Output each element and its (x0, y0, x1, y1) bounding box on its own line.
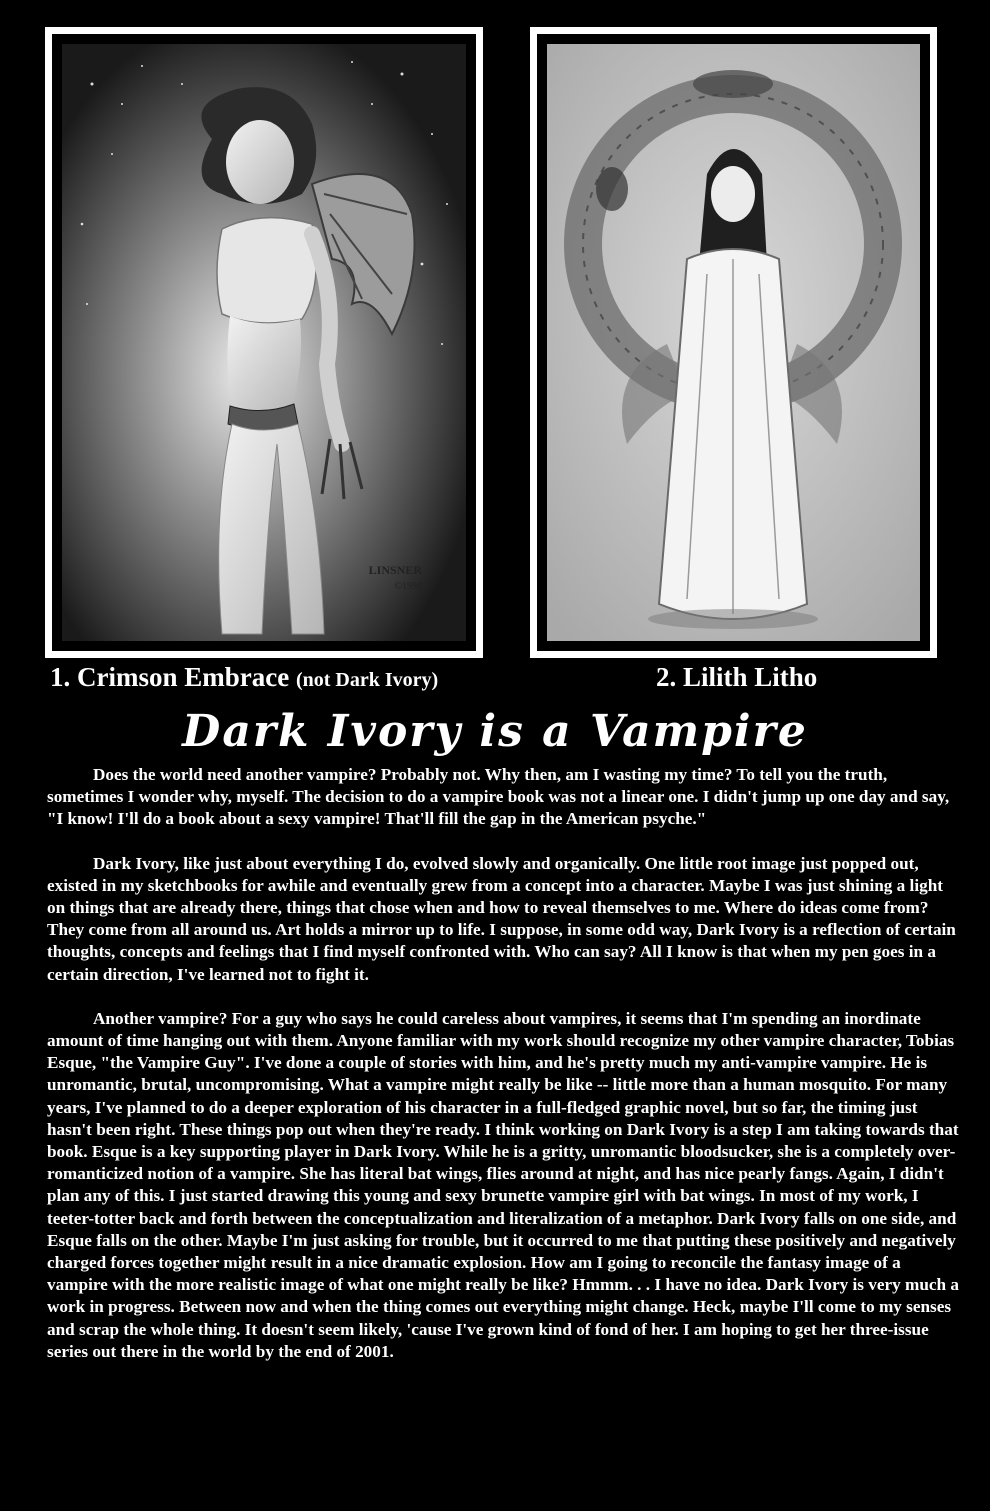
frame-border (52, 34, 476, 651)
frame-border (537, 34, 930, 651)
caption-note: (not Dark Ivory) (295, 669, 439, 691)
crimson-embrace-artwork (62, 44, 466, 641)
article-body (47, 764, 965, 1363)
caption-title: 1. Crimson Embrace (50, 662, 290, 692)
artist-signature: LINSNER (368, 563, 422, 577)
illustration-1-caption (50, 662, 438, 693)
article-title: Dark Ivory is a Vampire (182, 706, 808, 757)
article-paragraph-1: Does the world need another vampire? Probably not. Why then, am I wasting my time? To tell you the truth, sometimes I wonder why, myself. The decision to do a vampire book was not a linear one. I didn't jump up one day and say, "I know! I'll do a book about a sexy vampire! That'll fill the gap in the American psyche." (47, 765, 950, 829)
article-paragraph-2: Dark Ivory, like just about everything I do, evolved slowly and organically. One little root image just popped out, existed in my sketchbooks for awhile and eventually grew from a concept into a character. Maybe I was just shining a light on things that are already there, things that chose when and how to reveal themselves to me. Where do ideas come from? They come from all around us. Art holds a mirror up to life. I suppose, in some odd way, Dark Ivory is a reflection of certain thoughts, concepts and feelings that I find myself confronted with. Who can say? All I know is that when my pen goes in a certain direction, I've learned not to fight it. (47, 853, 956, 984)
caption-title: 2. Lilith Litho (656, 662, 818, 692)
illustration-lilith-litho-frame (530, 27, 937, 658)
lilith-litho-illustration (547, 44, 920, 641)
crimson-embrace-illustration (62, 44, 466, 641)
illustration-crimson-embrace-frame (45, 27, 483, 658)
artist-signature-year: ©1998 (394, 581, 422, 592)
lilith-litho-artwork (547, 44, 920, 641)
illustration-2-caption (656, 662, 817, 693)
article-paragraph-3: Another vampire? For a guy who says he could careless about vampires, it seems that I'm spending an inordinate amount of time hanging out with them. Anyone familiar with my work should recognize my other vampire character, Tobias Esque, "the Vampire Guy". I've done a couple of stories with him, and he's pretty much my anti-vampire vampire. He is unromantic, brutal, uncompromising. What a vampire might really be like -- little more than a human mosquito. For many years, I've planned to do a deeper exploration of his character in a full-fledged graphic novel, but so far, the timing just hasn't been right. These things pop out when they're ready. I think working on Dark Ivory is a step I am taking towards that book. Esque is a key supporting player in Dark Ivory. While he is a gritty, unromantic bloodsucker, she is a completely over-romanticized notion of a vampire. She has literal bat wings, flies around at night, and has nice pearly fangs. Again, I didn't plan any of this. I just started drawing this young and sexy brunette vampire girl with bat wings. In most of my work, I teeter-totter back and forth between the conceptualization and literalization of a metaphor. Dark Ivory falls on one side, and Esque falls on the other. Maybe I'm just asking for trouble, but it occurred to me that putting these positively and negatively charged forces together might result in a nice dramatic explosion. How am I going to reconcile the fantasy image of a vampire with the more realistic image of what one might really be like? Hmmm. . . I have no idea. Dark Ivory is very much a work in progress. Between now and when the thing comes out everything might change. Heck, maybe I'll come to my senses and scrap the whole thing. It doesn't seem likely, 'cause I've grown kind of fond of her. I am hoping to get her three-issue series out there in the world by the end of 2001. (47, 1008, 959, 1361)
